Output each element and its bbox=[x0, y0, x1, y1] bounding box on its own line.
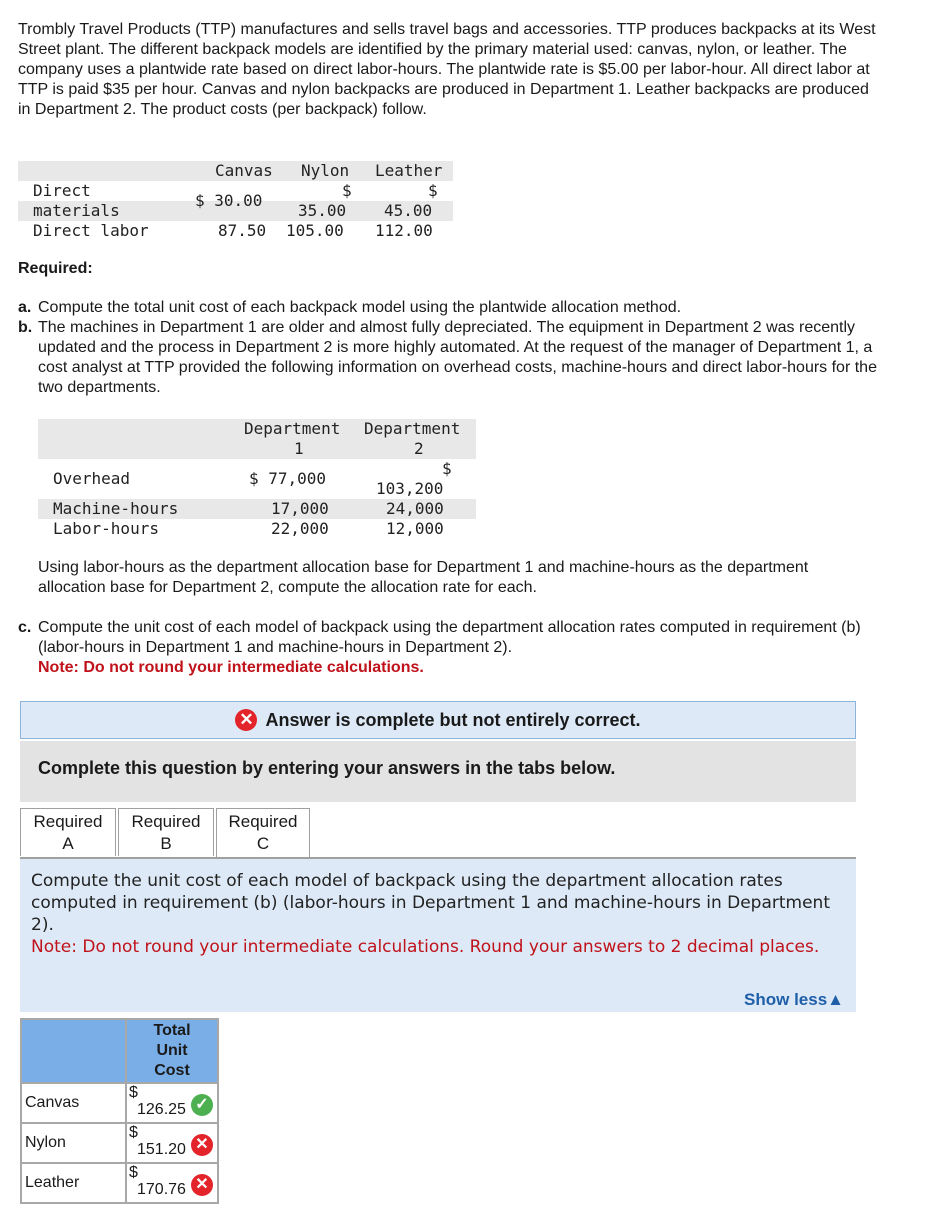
answer-value-leather: 170.76 bbox=[137, 1181, 186, 1198]
requirement-b-label: b. bbox=[18, 319, 33, 336]
tab-c-line1: Required bbox=[228, 812, 298, 831]
tab-required-c[interactable] bbox=[216, 808, 310, 858]
incorrect-icon: ✕ bbox=[235, 709, 257, 731]
overhead-dept2: 103,200 bbox=[376, 479, 444, 498]
dm-leather-value: 45.00 bbox=[384, 201, 433, 220]
answer-table-corner bbox=[21, 1019, 126, 1083]
dm-nylon-value: 35.00 bbox=[298, 201, 347, 220]
allocation-instruction: Using labor-hours as the department allocation base for Department 1 and machine-hours as the department allocation base for Department 2, compute the allocation rate for each. bbox=[38, 559, 809, 596]
problem-intro: Trombly Travel Products (TTP) manufactures and sells travel bags and accessories. TTP produces backpacks at its West Street plant. The different backpack models are identified by the primary material used: canvas, nylon, or leather. The company uses a plantwide rate based on direct labor-hours. The plantwide rate is $5.00 per labor-hour. All direct labor at TTP is paid $35 per hour. Canvas and nylon backpacks are produced in Department 1. Leather backpacks are produced in Department 2. The product costs (per backpack) follow. bbox=[18, 21, 876, 118]
dm-label-line2: materials bbox=[33, 201, 120, 220]
requirement-a-label: a. bbox=[18, 299, 32, 316]
incorrect-x-icon: ✕ bbox=[191, 1174, 213, 1196]
complete-question-text: Complete this question by entering your answers in the tabs below. bbox=[38, 758, 616, 778]
requirement-c-label: c. bbox=[18, 619, 32, 636]
header-line1: Total bbox=[153, 1022, 191, 1039]
incorrect-x-icon: ✕ bbox=[191, 1134, 213, 1156]
total-unit-cost-header bbox=[126, 1019, 218, 1083]
answer-value-nylon: 151.20 bbox=[137, 1141, 186, 1158]
requirement-b bbox=[18, 318, 888, 398]
dollar-sign: $ bbox=[129, 1084, 138, 1101]
header-line3: Cost bbox=[154, 1062, 190, 1079]
dept2-header-line2: 2 bbox=[414, 439, 424, 458]
tab-b-line1: Required bbox=[131, 812, 201, 831]
tab-c-line2: C bbox=[256, 834, 270, 853]
answer-input-nylon[interactable] bbox=[126, 1123, 218, 1163]
requirement-a bbox=[18, 298, 888, 318]
tab-a-line1: Required bbox=[33, 812, 103, 831]
header-line2: Unit bbox=[156, 1042, 188, 1059]
dm-nylon-symbol: $ bbox=[342, 181, 352, 200]
tab-required-a[interactable] bbox=[20, 808, 116, 856]
requirement-c-note: Note: Do not round your intermediate calculations. bbox=[38, 659, 424, 676]
dept2-header-line1: Department bbox=[364, 419, 461, 438]
machine-hours-dept2: 24,000 bbox=[386, 499, 444, 518]
machine-hours-label: Machine-hours bbox=[53, 499, 179, 518]
row-label-nylon: Nylon bbox=[21, 1123, 126, 1163]
dl-nylon-value: 105.00 bbox=[286, 221, 344, 240]
correct-check-icon: ✓ bbox=[191, 1094, 213, 1116]
answer-input-leather[interactable] bbox=[126, 1163, 218, 1203]
dm-label-line1: Direct bbox=[33, 181, 91, 200]
dept1-header-line1: Department bbox=[244, 419, 341, 438]
dl-leather-value: 112.00 bbox=[375, 221, 433, 240]
show-less-link[interactable]: Show less▲ bbox=[744, 990, 844, 1009]
dl-label: Direct labor bbox=[33, 221, 149, 240]
overhead-dept1: $ 77,000 bbox=[249, 469, 327, 488]
requirement-a-text: Compute the total unit cost of each backpack model using the plantwide allocation method. bbox=[38, 299, 682, 316]
dept1-header-line2: 1 bbox=[294, 439, 304, 458]
dm-leather-symbol: $ bbox=[428, 181, 438, 200]
machine-hours-dept1: 17,000 bbox=[271, 499, 329, 518]
required-heading: Required: bbox=[18, 260, 93, 277]
panel-instruction-block bbox=[31, 870, 831, 958]
dollar-sign: $ bbox=[129, 1164, 138, 1181]
row-label-leather: Leather bbox=[21, 1163, 126, 1203]
answer-value-canvas: 126.25 bbox=[137, 1101, 186, 1118]
requirement-b-text: The machines in Department 1 are older and almost fully depreciated. The equipment in Department 2 was recently updated and the process in Department 2 is more highly automated. At the request of the manager of Department 1, a cost analyst at TTP provided the following information on overhead costs, machine-hours and direct labor-hours for the two departments. bbox=[38, 319, 877, 396]
requirements-list bbox=[18, 298, 888, 398]
tab-b-line2: B bbox=[160, 834, 172, 853]
answer-table bbox=[20, 1018, 219, 1204]
dl-canvas-value: 87.50 bbox=[218, 221, 267, 240]
panel-note: Note: Do not round your intermediate calculations. Round your answers to 2 decimal places. bbox=[31, 937, 820, 957]
requirement-c-text: Compute the unit cost of each model of backpack using the department allocation rates computed in requirement (b) (labor-hours in Department 1 and machine-hours in Department 2). bbox=[38, 619, 861, 656]
labor-hours-dept1: 22,000 bbox=[271, 519, 329, 538]
header-nylon: Nylon bbox=[301, 161, 350, 180]
header-canvas: Canvas bbox=[215, 161, 273, 180]
answer-status-text: Answer is complete but not entirely correct. bbox=[265, 709, 641, 730]
tab-a-line2: A bbox=[62, 834, 74, 853]
dm-canvas-value: $ 30.00 bbox=[195, 191, 263, 210]
answer-status-banner bbox=[20, 701, 856, 739]
tab-panel-required-c bbox=[20, 859, 856, 1012]
labor-hours-dept2: 12,000 bbox=[386, 519, 444, 538]
panel-instruction: Compute the unit cost of each model of backpack using the department allocation rates computed in requirement (b) (labor-hours in Department 1 and machine-hours in Department 2). bbox=[31, 871, 830, 935]
overhead-label: Overhead bbox=[53, 469, 131, 488]
overhead-dept2-symbol: $ bbox=[442, 459, 452, 478]
header-leather: Leather bbox=[375, 161, 443, 180]
dollar-sign: $ bbox=[129, 1124, 138, 1141]
labor-hours-label: Labor-hours bbox=[53, 519, 159, 538]
requirement-c bbox=[18, 618, 888, 678]
dept-table bbox=[38, 419, 476, 538]
complete-question-bar bbox=[20, 741, 856, 802]
tab-required-b[interactable] bbox=[118, 808, 214, 856]
row-label-canvas: Canvas bbox=[21, 1083, 126, 1123]
answer-input-canvas[interactable] bbox=[126, 1083, 218, 1123]
